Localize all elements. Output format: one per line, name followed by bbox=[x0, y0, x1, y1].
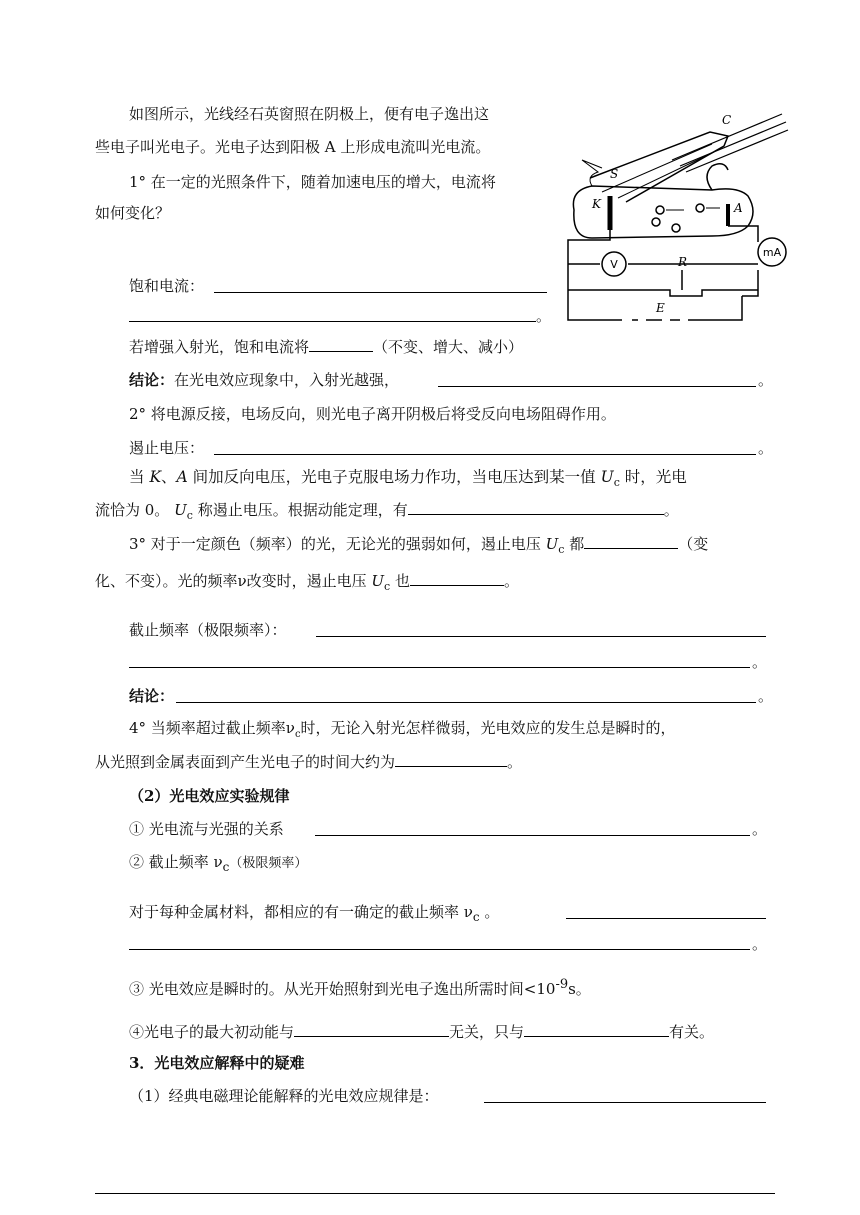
rule-3-sup: -9 bbox=[555, 977, 569, 992]
footer-rule bbox=[95, 1193, 775, 1194]
q4-text-d: 。 bbox=[507, 753, 523, 771]
photoelectric-apparatus-figure bbox=[562, 100, 794, 322]
electron-1 bbox=[656, 206, 664, 214]
question-4-line-1 bbox=[129, 718, 676, 745]
enhance-line bbox=[129, 337, 523, 357]
q3-text-d: 化、不变）。光的频率ν改变时，遏止电压 bbox=[95, 572, 372, 590]
q3-blank-2[interactable] bbox=[410, 571, 504, 586]
question-1-line-1: 1° 在一定的光照条件下，随着加速电压的增大，电流将 bbox=[129, 173, 496, 191]
uc-symbol-c-2: c bbox=[186, 509, 193, 522]
figure-label-c: C bbox=[722, 113, 732, 127]
rule-1-period: 。 bbox=[752, 820, 768, 838]
stop-desc-line-2 bbox=[95, 500, 679, 526]
saturation-blank-1[interactable] bbox=[214, 292, 547, 293]
rule-2-period: 。 bbox=[752, 935, 768, 953]
bulb-neck bbox=[707, 164, 728, 190]
figure-label-v: V bbox=[610, 258, 618, 271]
rule-2-desc-text-b: 。 bbox=[479, 903, 500, 921]
question-3-line-1 bbox=[129, 534, 708, 560]
enhance-blank[interactable] bbox=[309, 337, 373, 352]
electron-4 bbox=[696, 204, 704, 212]
q4-text-a: 4° 当频率超过截止频率ν bbox=[129, 719, 295, 737]
wire-left bbox=[568, 230, 622, 320]
uc-symbol-u-2: U bbox=[174, 501, 187, 519]
saturation-label: 饱和电流： bbox=[129, 277, 205, 295]
rule-2-text-a: ② 截止频率 ν bbox=[129, 853, 223, 871]
uc-symbol-u: U bbox=[600, 468, 614, 486]
wire-right bbox=[742, 270, 758, 296]
stop-desc-text-d: 流恰为 0。 bbox=[95, 501, 175, 519]
rule-3-text-b: s。 bbox=[568, 980, 591, 998]
section-3-title: 3．光电效应解释中的疑难 bbox=[129, 1054, 305, 1072]
q3-uc-c: c bbox=[558, 543, 565, 556]
conclusion-2-period: 。 bbox=[758, 687, 774, 705]
rule-4-blank-1[interactable] bbox=[294, 1022, 449, 1037]
stop-voltage-blank[interactable] bbox=[214, 454, 756, 455]
battery-wire bbox=[632, 296, 742, 320]
stop-desc-period: 。 bbox=[663, 501, 679, 519]
cathode-symbol: K bbox=[149, 468, 162, 486]
conclusion-2-blank[interactable] bbox=[176, 702, 756, 703]
electron-2 bbox=[652, 218, 660, 226]
rule-4-text-c: 有关。 bbox=[669, 1023, 715, 1041]
figure-label-e: E bbox=[656, 301, 665, 315]
rule-1-blank[interactable] bbox=[315, 835, 750, 836]
conclusion-1 bbox=[129, 370, 399, 390]
rule-4 bbox=[129, 1022, 714, 1042]
q3-uc-u: U bbox=[545, 535, 559, 553]
tube-inner-wall-2 bbox=[618, 152, 714, 198]
cutoff-period: 。 bbox=[752, 653, 768, 671]
rule-4-text-b: 无关，只与 bbox=[449, 1023, 525, 1041]
rule-3-text-a: ③ 光电效应是瞬时的。从光开始照射到光电子逸出所需时间<10 bbox=[129, 980, 556, 998]
conclusion-1-label: 结论： bbox=[129, 371, 175, 389]
conclusion-1-text: 在光电效应现象中，入射光越强， bbox=[174, 371, 400, 389]
rule-2 bbox=[129, 852, 307, 877]
explain-1-text: （1）经典电磁理论能解释的光电效应规律是： bbox=[129, 1087, 439, 1105]
electron-3 bbox=[672, 224, 680, 232]
rule-2-desc-sub: c bbox=[472, 910, 480, 924]
q3-text-c: （变 bbox=[678, 535, 709, 553]
question-3-line-2 bbox=[95, 571, 519, 597]
q4-text-c: 从光照到金属表面到产生光电子的时间大约为 bbox=[95, 753, 396, 771]
stop-voltage-label: 遏止电压： bbox=[129, 439, 205, 457]
rule-2-desc bbox=[129, 902, 499, 927]
intro-line-1: 如图所示，光线经石英窗照在阴极上，便有电子逸出这 bbox=[129, 105, 490, 123]
q3-text-e: 也 bbox=[390, 572, 410, 590]
rule-4-text-a: ④光电子的最大初动能与 bbox=[129, 1023, 295, 1041]
saturation-period: 。 bbox=[536, 307, 552, 325]
q3-blank-1[interactable] bbox=[584, 534, 678, 549]
enhance-prefix: 若增强入射光，饱和电流将 bbox=[129, 338, 310, 356]
figure-label-k: K bbox=[592, 197, 601, 211]
light-ray-2 bbox=[680, 122, 786, 166]
stop-desc-sep: 、 bbox=[161, 468, 177, 486]
q3-text-b: 都 bbox=[564, 535, 585, 553]
explain-1-blank[interactable] bbox=[484, 1102, 766, 1103]
intro-line-2: 些电子叫光电子。光电子达到阳极 A 上形成电流叫光电流。 bbox=[95, 138, 491, 156]
stop-desc-text-b: 间加反向电压，光电子克服电场力作功，当电压达到某一值 bbox=[187, 468, 601, 486]
question-4-line-2 bbox=[95, 752, 522, 772]
enhance-suffix: （不变、增大、减小） bbox=[373, 338, 524, 356]
rule-2-blank-1[interactable] bbox=[566, 918, 766, 919]
q3-uc-u-2: U bbox=[371, 572, 385, 590]
stop-voltage-period: 。 bbox=[758, 439, 774, 457]
rule-2-blank-2[interactable] bbox=[129, 949, 750, 950]
stop-desc-text-c: 时，光电 bbox=[619, 468, 687, 486]
saturation-blank-2[interactable] bbox=[129, 321, 536, 322]
rule-2-desc-text-a: 对于每种金属材料，都相应的有一确定的截止频率 ν bbox=[129, 903, 473, 921]
uc-symbol-c: c bbox=[613, 476, 620, 490]
question-1-line-2: 如何变化？ bbox=[95, 204, 171, 222]
conclusion-1-period: 。 bbox=[758, 371, 774, 389]
rule-3 bbox=[129, 975, 591, 999]
rule-4-blank-2[interactable] bbox=[524, 1022, 669, 1037]
q4-blank[interactable] bbox=[395, 752, 507, 767]
cutoff-label: 截止频率（极限频率）： bbox=[129, 621, 287, 639]
q4-text-b: 时，无论入射光怎样微弱，光电效应的发生总是瞬时的， bbox=[300, 719, 676, 737]
figure-label-ma: mA bbox=[762, 246, 782, 259]
stop-desc-line-1 bbox=[129, 467, 687, 493]
conclusion-2-label: 结论： bbox=[129, 687, 175, 705]
kinetic-energy-blank[interactable] bbox=[408, 500, 664, 515]
cutoff-blank-1[interactable] bbox=[316, 636, 766, 637]
figure-label-r: R bbox=[678, 255, 688, 269]
rule-2-text-b: （极限频率） bbox=[229, 856, 308, 871]
light-ray-3 bbox=[686, 130, 788, 172]
window-s bbox=[582, 160, 602, 186]
q3-text-a: 3° 对于一定颜色（频率）的光，无论光的强弱如何，遏止电压 bbox=[129, 535, 546, 553]
figure-label-s: S bbox=[610, 167, 619, 181]
q3-uc-c-2: c bbox=[384, 580, 391, 593]
rule-2-sub: c bbox=[222, 860, 230, 874]
cutoff-blank-2[interactable] bbox=[129, 667, 750, 668]
figure-label-a: A bbox=[734, 201, 743, 215]
q3-text-f: 。 bbox=[504, 572, 520, 590]
q4-sub-c: c bbox=[294, 729, 301, 740]
rule-1-text: ① 光电流与光强的关系 bbox=[129, 820, 284, 838]
conclusion-1-blank[interactable] bbox=[438, 386, 756, 387]
wire-rheostat bbox=[568, 290, 758, 296]
anode-symbol: A bbox=[176, 468, 188, 486]
question-2: 2° 将电源反接，电场反向，则光电子离开阴极后将受反向电场阻碍作用。 bbox=[129, 405, 616, 423]
stop-desc-text-e: 称遏止电压。根据动能定理，有 bbox=[192, 501, 408, 519]
stop-desc-text-a: 当 bbox=[129, 468, 150, 486]
section-2-title: （2）光电效应实验规律 bbox=[129, 787, 290, 805]
